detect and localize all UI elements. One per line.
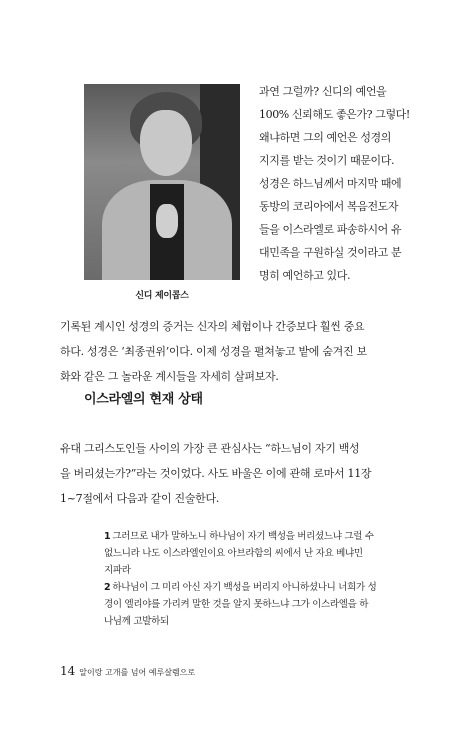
text-line: 명히 예언하고 있다. — [259, 269, 351, 282]
section-heading: 이스라엘의 현재 상태 — [84, 392, 203, 407]
verse-line: 경이 엘리야를 가리켜 말한 것을 알지 못하느냐 그가 이스라엘을 하 — [104, 599, 369, 610]
text-line: 을 버리셨는가?”라는 것이었다. 사도 바울은 이에 관해 로마서 11장 — [60, 467, 372, 480]
text-line: 동방의 코리아에서 복음전도자 — [259, 200, 399, 213]
page-footer — [60, 664, 195, 678]
text-line: 기록된 계시인 성경의 증거는 신자의 체험이나 간증보다 훨씬 중요 — [60, 320, 365, 333]
verse-2 — [104, 579, 430, 630]
text-line: 1~7절에서 다음과 같이 진술한다. — [60, 492, 220, 505]
text-line: 들을 이스라엘로 파송하시어 유 — [259, 223, 402, 236]
bible-verses — [104, 528, 430, 630]
text-line: 100% 신뢰해도 좋은가? 그렇다! — [259, 108, 410, 121]
verse-number: 1 — [104, 531, 111, 542]
text-line: 하다. 성경은 ‘최종권위’이다. 이제 성경을 펼쳐놓고 밭에 숨겨진 보 — [60, 345, 367, 358]
page-number: 14 — [60, 664, 76, 678]
text-line: 화와 같은 그 놀라운 계시들을 자세히 살펴보자. — [60, 370, 279, 383]
text-line: 유대 그리스도인들 사이의 가장 큰 관심사는 “하느님이 자기 백성 — [60, 442, 360, 455]
photo-cindy-jacobs — [84, 84, 240, 280]
text-line: 대민족을 구원하실 것이라고 분 — [259, 246, 402, 259]
text-line: 성경은 하느님께서 마지막 때에 — [259, 177, 402, 190]
photo-caption: 신디 제이콥스 — [135, 291, 189, 301]
verse-line: 지파라 — [104, 565, 131, 576]
paragraph-intro-romans — [60, 436, 430, 511]
running-title: 알이랑 고개를 넘어 예루살렘으로 — [79, 668, 196, 677]
verse-line: 없느니라 나도 이스라엘인이요 아브라함의 씨에서 난 자요 베냐민 — [104, 548, 363, 559]
text-line: 지지를 받는 것이기 때문이다. — [259, 154, 395, 167]
verse-line: 그러므로 내가 말하노니 하나님이 자기 백성을 버리셨느냐 그럴 수 — [112, 531, 374, 542]
text-line: 과연 그럴까? 신디의 예언을 — [259, 85, 387, 98]
side-text-block — [259, 80, 421, 287]
text-line: 왜냐하면 그의 예언은 성경의 — [259, 131, 392, 144]
verse-number: 2 — [104, 582, 111, 593]
verse-1 — [104, 528, 430, 579]
verse-line: 하나님이 그 미리 아신 자기 백성을 버리지 아니하셨나니 너희가 성 — [112, 582, 377, 593]
verse-line: 나님께 고발하되 — [104, 616, 169, 627]
paragraph-scripture-authority — [60, 314, 430, 389]
